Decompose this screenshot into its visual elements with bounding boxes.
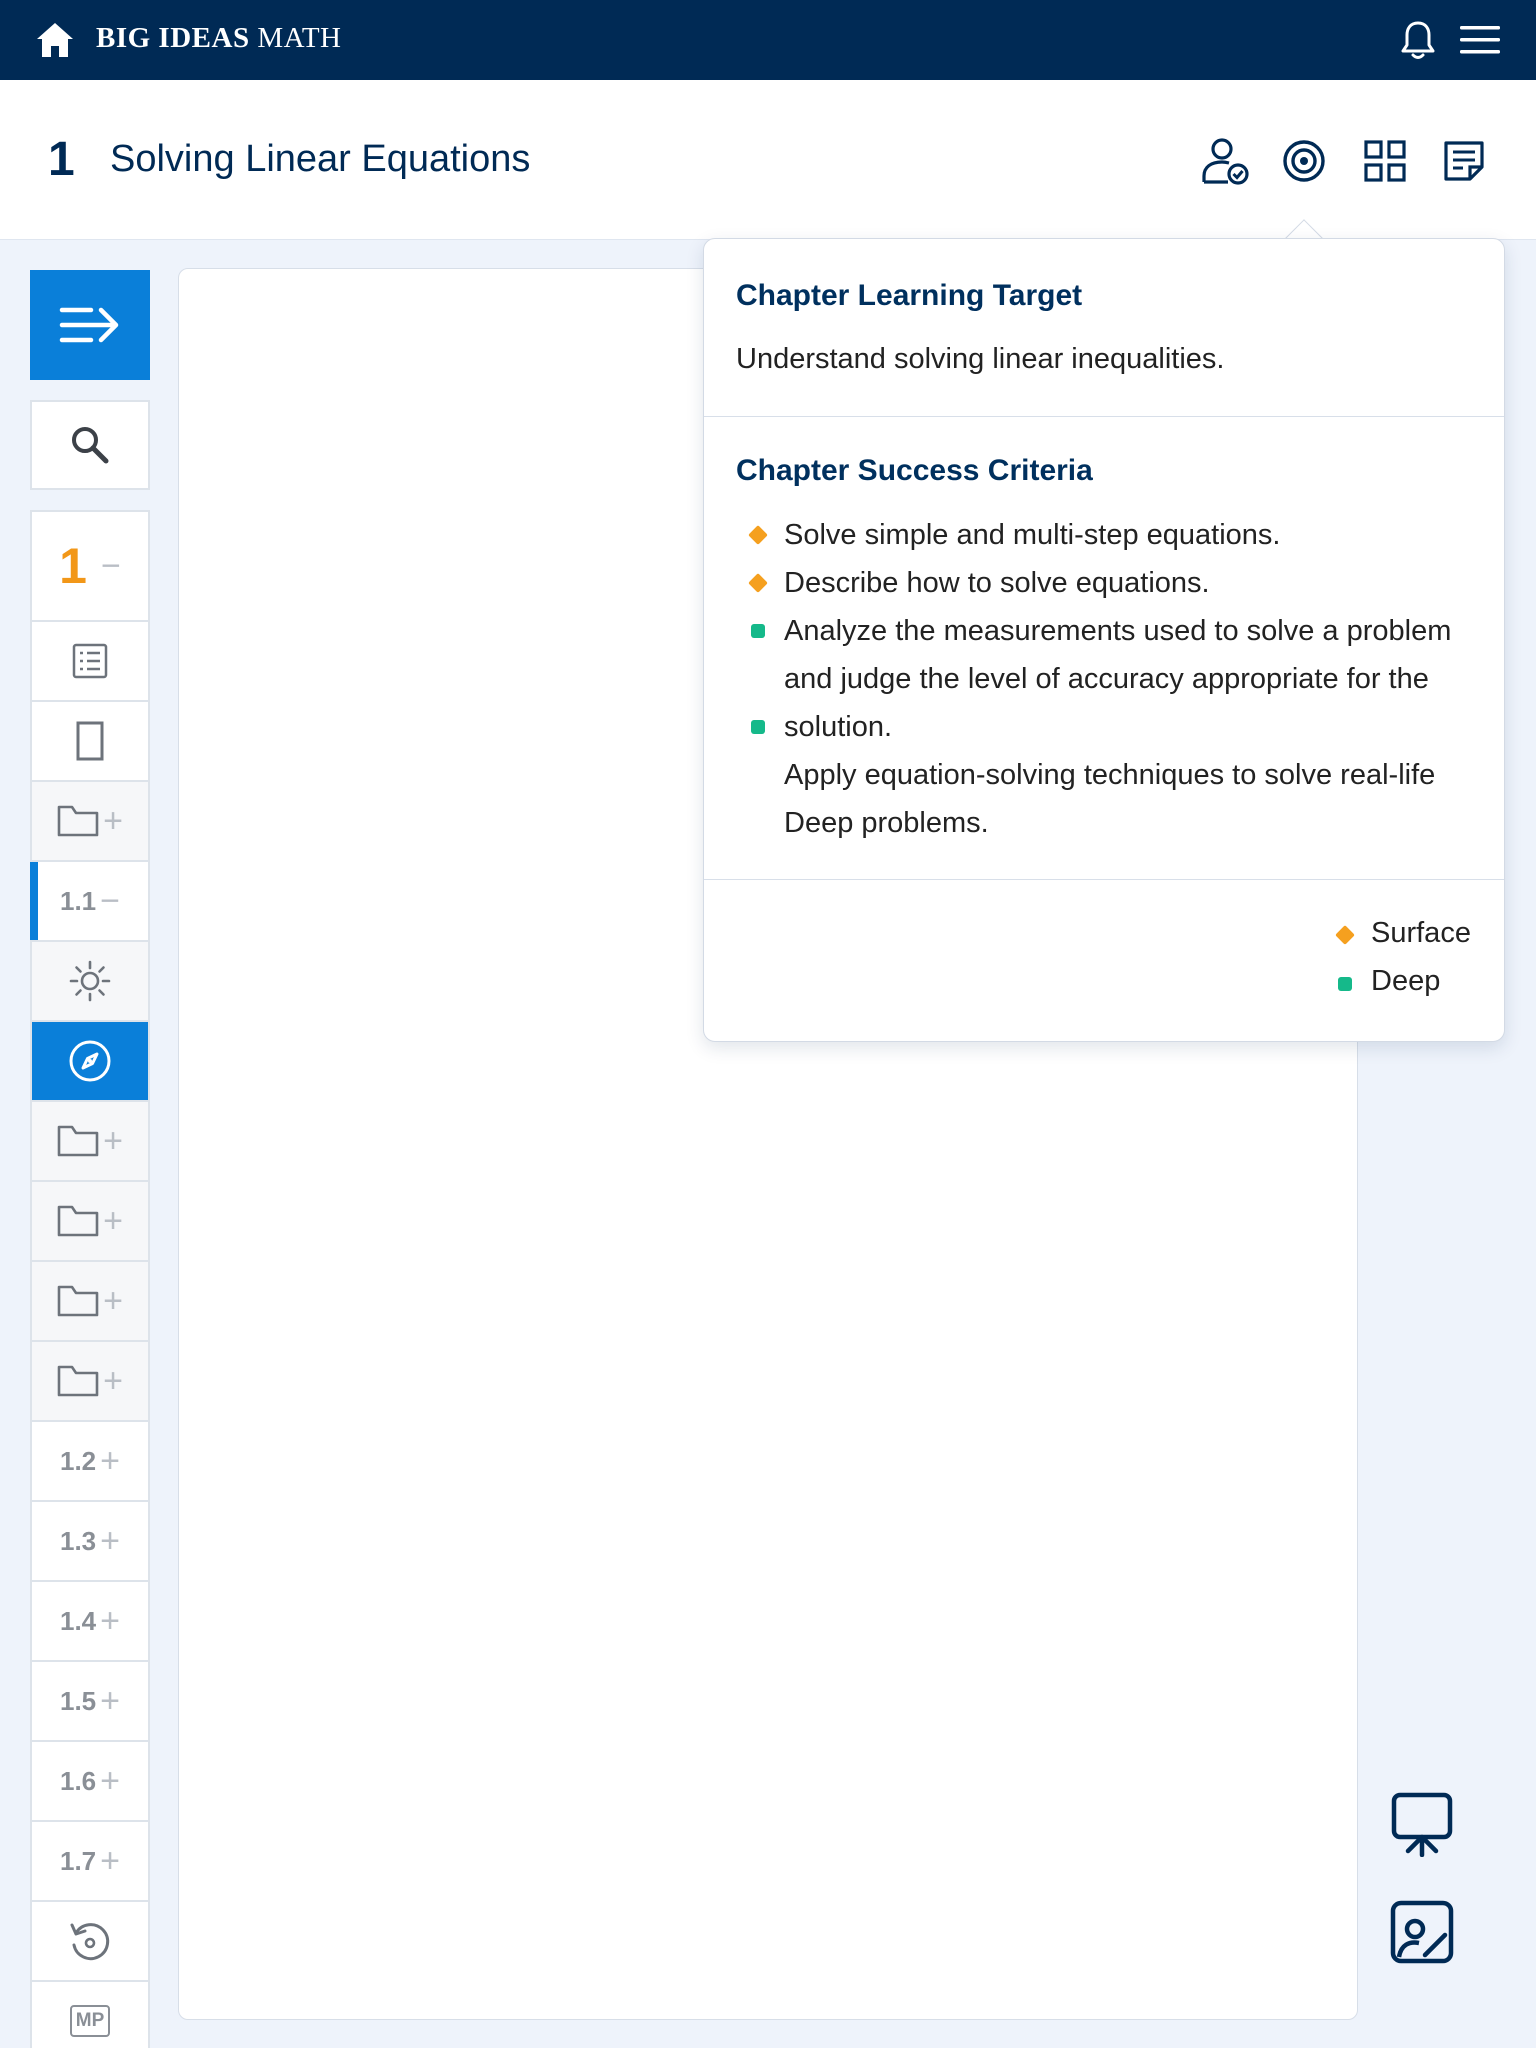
- target-icon: [1281, 138, 1327, 184]
- sidebar-folder[interactable]: [32, 1182, 148, 1262]
- expand-icon: +: [100, 1522, 120, 1560]
- presentation-icon: [1390, 1791, 1454, 1857]
- folder-icon: [57, 1364, 99, 1398]
- learning-target-heading: Chapter Learning Target: [736, 279, 1083, 312]
- sketch-button[interactable]: [1388, 1898, 1456, 1966]
- expand-icon: +: [100, 1682, 120, 1720]
- sidebar-section-1-6[interactable]: [32, 1742, 148, 1822]
- sidebar-folder[interactable]: [32, 782, 148, 862]
- expand-icon: +: [103, 1122, 123, 1160]
- folder-icon: [57, 1204, 99, 1238]
- folder-icon: [57, 1284, 99, 1318]
- sidebar-item-contents[interactable]: [32, 622, 148, 702]
- expand-arrow-icon: [59, 302, 121, 348]
- mp-badge-icon: MP: [70, 2005, 111, 2037]
- surface-diamond-icon: [748, 573, 768, 593]
- criteria-line: and judge the level of accuracy appropriate for the: [784, 663, 1429, 695]
- hamburger-menu-icon: [1459, 24, 1501, 56]
- sidebar-chapter-1[interactable]: [32, 512, 148, 622]
- edit-image-icon: [1389, 1899, 1455, 1965]
- learning-target-button[interactable]: [1276, 134, 1332, 188]
- sidebar-section-1-1[interactable]: [32, 862, 148, 942]
- surface-diamond-icon: [748, 525, 768, 545]
- chapter-number: 1: [48, 133, 75, 186]
- deep-square-icon: [1338, 977, 1352, 991]
- collapse-icon: −: [100, 882, 120, 920]
- deep-square-icon: [751, 720, 765, 734]
- expand-icon: +: [103, 1282, 123, 1320]
- sidebar-section-1-3[interactable]: [32, 1502, 148, 1582]
- chapter-title: Solving Linear Equations: [110, 138, 531, 180]
- chapter-navigation: [30, 510, 150, 2048]
- section-number: 1.2: [59, 1445, 97, 1476]
- sidebar-folder[interactable]: [32, 1102, 148, 1182]
- sidebar-section-1-7[interactable]: [32, 1822, 148, 1902]
- grid-icon: [1363, 139, 1407, 183]
- notes-icon: [1442, 139, 1486, 183]
- chapter-nav-number: 1: [59, 538, 87, 594]
- section-number: 1.6: [59, 1765, 97, 1796]
- criteria-line: Describe how to solve equations.: [784, 567, 1210, 599]
- sidebar-folder[interactable]: [32, 1342, 148, 1422]
- present-button[interactable]: [1388, 1790, 1456, 1858]
- expand-icon: +: [100, 1442, 120, 1480]
- legend-deep: Deep: [1371, 965, 1441, 997]
- legend-surface: Surface: [1371, 917, 1471, 949]
- sidebar-item-page[interactable]: [32, 702, 148, 782]
- sidebar-section-1-4[interactable]: [32, 1582, 148, 1662]
- home-button[interactable]: [32, 19, 78, 61]
- brand-bold: BIG IDEAS: [96, 22, 250, 54]
- list-icon: [72, 643, 108, 679]
- expand-icon: +: [100, 1602, 120, 1640]
- section-number: 1.7: [59, 1845, 97, 1876]
- criteria-line: Solve simple and multi-step equations.: [784, 519, 1281, 551]
- sidebar-item-review[interactable]: [32, 1902, 148, 1982]
- criteria-line: Analyze the measurements used to solve a problem: [784, 615, 1452, 647]
- main-menu-button[interactable]: [1456, 18, 1504, 62]
- sidebar-item-explore[interactable]: [32, 1022, 148, 1102]
- chapter-header: [0, 80, 1536, 240]
- sidebar-section-1-2[interactable]: [32, 1422, 148, 1502]
- bell-icon: [1399, 19, 1437, 61]
- folder-icon: [57, 804, 99, 838]
- sidebar-folder[interactable]: [32, 1262, 148, 1342]
- top-nav-bar: [0, 0, 1536, 80]
- brand-light: MATH: [257, 22, 342, 54]
- criteria-line: Deep problems.: [784, 807, 989, 839]
- page-icon: [76, 721, 104, 761]
- brand-logo[interactable]: [96, 22, 342, 55]
- divider: [704, 416, 1504, 417]
- expand-icon: +: [103, 1362, 123, 1400]
- section-number: 1.1: [59, 885, 97, 916]
- notes-button[interactable]: [1436, 134, 1492, 188]
- surface-diamond-icon: [1335, 925, 1355, 945]
- learning-target-popover: [703, 238, 1505, 1042]
- sidebar-item-mathematical-practices[interactable]: [32, 1982, 148, 2048]
- teacher-badge-icon: [1200, 136, 1250, 186]
- success-criteria-heading: Chapter Success Criteria: [736, 454, 1093, 487]
- section-number: 1.3: [59, 1525, 97, 1556]
- chapter-overview-button[interactable]: [1357, 134, 1413, 188]
- sidebar-item-warm-up[interactable]: [32, 942, 148, 1022]
- collapse-icon: −: [100, 547, 121, 585]
- search-icon: [68, 423, 112, 467]
- expand-icon: +: [103, 1202, 123, 1240]
- section-number: 1.5: [59, 1685, 97, 1716]
- success-criteria-list: [784, 511, 1484, 847]
- review-icon: [68, 1919, 112, 1963]
- learning-target-text: Understand solving linear inequalities.: [736, 343, 1225, 375]
- expand-icon: +: [100, 1762, 120, 1800]
- divider: [704, 879, 1504, 880]
- sun-icon: [68, 959, 112, 1003]
- section-number: 1.4: [59, 1605, 97, 1636]
- home-icon: [35, 21, 75, 59]
- folder-icon: [57, 1124, 99, 1158]
- teacher-resources-button[interactable]: [1197, 134, 1253, 188]
- criteria-line: Apply equation-solving techniques to solve real-life: [784, 759, 1436, 791]
- notifications-button[interactable]: [1394, 14, 1442, 66]
- expand-icon: +: [103, 802, 123, 840]
- sidebar-section-1-5[interactable]: [32, 1662, 148, 1742]
- compass-icon: [67, 1038, 113, 1084]
- expand-icon: +: [100, 1842, 120, 1880]
- expand-sidebar-button[interactable]: [30, 270, 150, 380]
- deep-square-icon: [751, 624, 765, 638]
- search-button[interactable]: [30, 400, 150, 490]
- criteria-line: solution.: [784, 711, 893, 743]
